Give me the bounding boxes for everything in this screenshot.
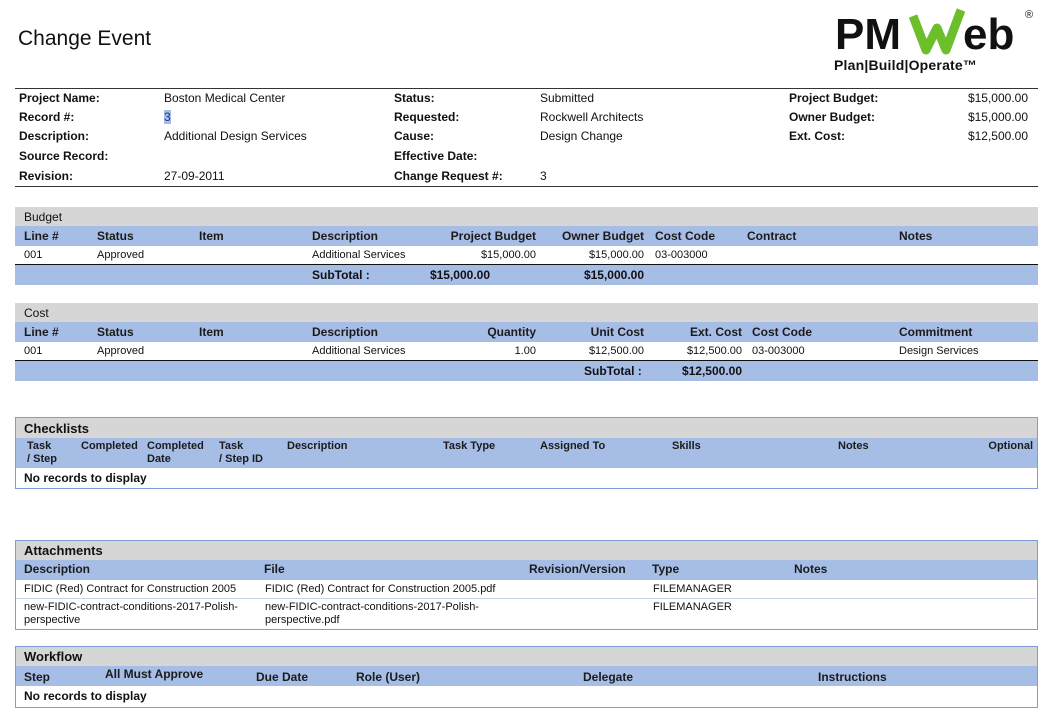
source-record-label: Source Record:: [19, 149, 109, 163]
workflow-col-delegate: Delegate: [583, 670, 634, 684]
cost-subtotal-label: SubTotal :: [584, 364, 642, 378]
checklists-col-task-type: Task Type: [443, 440, 496, 452]
checklists-col-assigned-to: Assigned To: [540, 440, 606, 452]
checklists-title-bar: [16, 418, 1037, 438]
attachment-row-1-file[interactable]: FIDIC (Red) Contract for Construction 2005.pdf: [265, 583, 496, 595]
status-label: Status:: [394, 91, 435, 105]
workflow-col-instructions: Instructions: [818, 670, 887, 684]
budget-col-description: Description: [312, 229, 379, 243]
cost-row-ext-cost: $12,500.00: [686, 345, 742, 357]
cost-col-unit-cost: Unit Cost: [590, 325, 644, 339]
budget-col-owner-budget: Owner Budget: [561, 229, 644, 243]
revision-value: 27-09-2011: [164, 169, 225, 183]
workflow-empty: No records to display: [24, 689, 147, 703]
project-name-value: Boston Medical Center: [164, 91, 286, 105]
change-request-value: 3: [540, 169, 547, 183]
budget-subtotal-row: [15, 265, 1038, 285]
cost-col-description: Description: [312, 325, 379, 339]
status-value: Submitted: [540, 91, 595, 105]
budget-col-contract: Contract: [747, 229, 797, 243]
workflow-title: Workflow: [24, 649, 83, 664]
page-title: Change Event: [18, 27, 152, 50]
pmweb-logo-icon: [833, 6, 1038, 58]
record-no-label: Record #:: [19, 110, 75, 124]
workflow-col-all-must-approve: All Must Approve: [105, 667, 204, 681]
checklists-col-completed-date: Completed Date: [147, 440, 204, 465]
requested-label: Requested:: [394, 110, 460, 124]
workflow-col-due-date: Due Date: [256, 670, 309, 684]
budget-col-cost-code: Cost Code: [655, 229, 715, 243]
checklists-col-optional: Optional: [988, 440, 1033, 452]
cost-col-commitment: Commitment: [899, 325, 973, 339]
budget-subtotal-label: SubTotal :: [312, 268, 370, 282]
cost-title-bar: [15, 303, 1038, 322]
budget-row-project-budget: $15,000.00: [480, 249, 536, 261]
budget-row-line: 001: [24, 249, 43, 261]
checklists-col-task-step-id: Task / Step ID: [219, 440, 264, 465]
budget-col-notes: Notes: [899, 229, 933, 243]
budget-row-description: Additional Services: [312, 249, 406, 261]
checklists-title: Checklists: [24, 421, 90, 436]
cost-row-description: Additional Services: [312, 345, 406, 357]
budget-title: Budget: [24, 210, 63, 224]
cost-col-cost-code: Cost Code: [752, 325, 812, 339]
budget-row-owner-budget: $15,000.00: [588, 249, 644, 261]
checklists-col-notes: Notes: [838, 440, 869, 452]
description-label: Description:: [19, 129, 90, 143]
budget-title-bar: [15, 207, 1038, 226]
budget-subtotal-project: $15,000.00: [429, 268, 490, 282]
attachments-col-file: File: [264, 562, 285, 576]
project-budget-label: Project Budget:: [789, 91, 879, 105]
attachment-row-2-description: new-FIDIC-contract-conditions-2017-Polish- perspective: [24, 601, 238, 626]
budget-col-line: Line #: [24, 229, 59, 243]
attachments-col-revision: Revision/Version: [529, 562, 626, 576]
cost-col-line: Line #: [24, 325, 59, 339]
logo-w-swoosh: [913, 10, 961, 50]
effective-date-label: Effective Date:: [394, 149, 478, 163]
header-bottom-rule: [15, 186, 1038, 187]
logo-tagline: Plan|Build|Operate™: [834, 57, 978, 73]
cost-subtotal-ext: $12,500.00: [681, 364, 742, 378]
cost-col-item: Item: [199, 325, 224, 339]
logo-web-text: eb: [963, 10, 1015, 58]
cause-label: Cause:: [394, 129, 435, 143]
ext-cost-value: $12,500.00: [967, 129, 1028, 143]
cost-row-cost-code: 03-003000: [752, 345, 805, 357]
attachment-row-2-file[interactable]: new-FIDIC-contract-conditions-2017-Polish- perspective.pdf: [265, 601, 479, 626]
change-request-label: Change Request #:: [394, 169, 503, 183]
record-no-value: 3: [164, 110, 171, 124]
cause-value: Design Change: [540, 129, 623, 143]
project-budget-value: $15,000.00: [967, 91, 1028, 105]
attachment-row-1-type: FILEMANAGER: [653, 583, 732, 595]
checklists-col-description: Description: [287, 440, 348, 452]
attachments-title-bar: [16, 541, 1037, 560]
budget-col-item: Item: [199, 229, 224, 243]
workflow-title-bar: [16, 647, 1037, 666]
checklists-col-skills: Skills: [672, 440, 701, 452]
requested-value: Rockwell Architects: [540, 110, 644, 124]
cost-title: Cost: [24, 306, 49, 320]
workflow-col-role: Role (User): [356, 670, 421, 684]
attachments-header-row: [16, 560, 1037, 580]
cost-col-ext-cost: Ext. Cost: [689, 325, 742, 339]
cost-row-quantity: 1.00: [514, 345, 536, 357]
description-value: Additional Design Services: [164, 129, 307, 143]
budget-col-status: Status: [97, 229, 134, 243]
cost-col-status: Status: [97, 325, 134, 339]
project-name-label: Project Name:: [19, 91, 100, 105]
cost-row-status: Approved: [97, 345, 145, 357]
attachments-title: Attachments: [24, 543, 103, 558]
checklists-col-task-step: Task / Step: [27, 440, 57, 465]
header-top-rule: [15, 88, 1038, 89]
revision-label: Revision:: [19, 169, 74, 183]
budget-row-status: Approved: [97, 249, 145, 261]
attachments-row-divider: [16, 598, 1036, 599]
attachments-col-description: Description: [24, 562, 91, 576]
attachments-col-type: Type: [652, 562, 680, 576]
logo-pm-text: PM: [835, 10, 901, 58]
workflow-col-step: Step: [24, 670, 51, 684]
checklists-empty: No records to display: [24, 471, 147, 485]
cost-col-quantity: Quantity: [487, 325, 536, 339]
attachments-col-notes: Notes: [794, 562, 828, 576]
logo-registered: ®: [1025, 9, 1034, 21]
attachment-row-2-type: FILEMANAGER: [653, 601, 732, 613]
cost-subtotal-row: [15, 361, 1038, 381]
budget-subtotal-owner: $15,000.00: [583, 268, 644, 282]
budget-col-project-budget: Project Budget: [450, 229, 536, 243]
cost-row-line: 001: [24, 345, 43, 357]
cost-row-commitment: Design Services: [899, 345, 979, 357]
attachment-row-1-description: FIDIC (Red) Contract for Construction 2005: [24, 583, 237, 595]
cost-row-unit-cost: $12,500.00: [588, 345, 644, 357]
ext-cost-label: Ext. Cost:: [789, 129, 846, 143]
owner-budget-value: $15,000.00: [967, 110, 1028, 124]
checklists-col-completed: Completed: [81, 440, 138, 452]
owner-budget-label: Owner Budget:: [789, 110, 875, 124]
budget-row-cost-code: 03-003000: [655, 249, 708, 261]
